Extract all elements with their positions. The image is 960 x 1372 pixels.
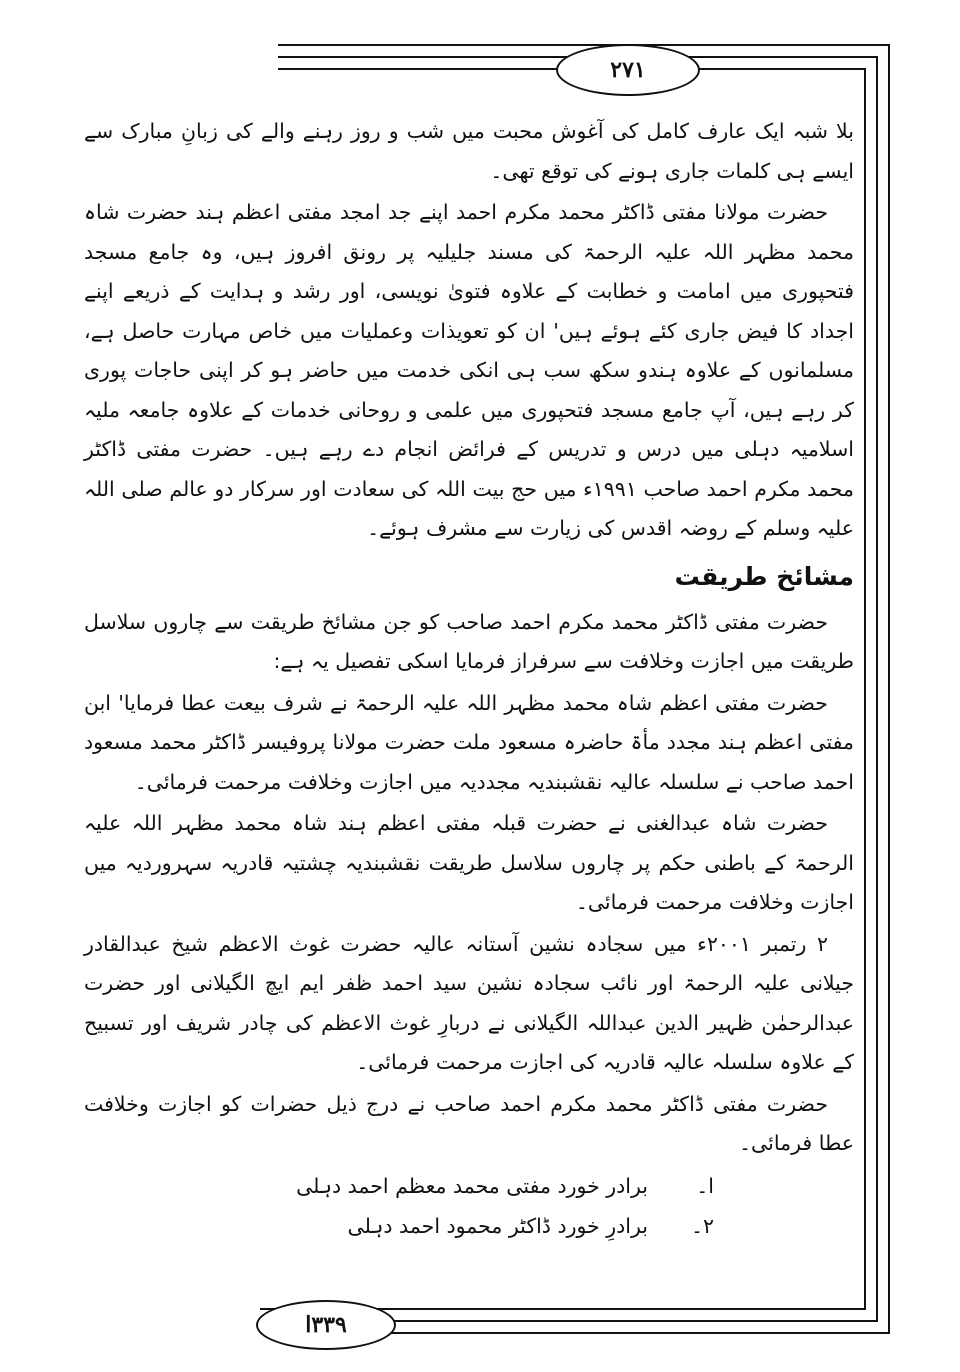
frame-right-line-2 [876, 56, 878, 1322]
paragraph-2: حضرت مولانا مفتی ڈاکٹر محمد مکرم احمد اپنے جد امجد مفتی اعظم ہند حضرت شاہ محمد مظہر اللہ علیہ الرحمۃ کی مسند جلیلیہ پر رونق افروز ہیں، وہ جامع مسجد فتحپوری میں امامت و خطابت کے علاوہ فتویٰ نویسی، اور رشد و ہدایت کے ذریعے اپنے اجداد کا فیض جاری کئے ہوئے ہیں' ان کو تعویذات وعملیات میں خاص مہارت حاصل ہے، مسلمانوں کے علاوہ ہندو سکھ سب ہی انکی خدمت میں حاضر ہو کر اپنی حاجات پوری کر رہے ہیں، آپ جامع مسجد فتحپوری میں علمی و روحانی خدمات کے علاوہ جامعہ ملیہ اسلامیہ دہلی میں درس و تدریس کے فرائض انجام دے رہے ہیں۔ حضرت مفتی ڈاکٹر محمد مکرم احمد صاحب ۱۹۹۱ء میں حج بیت اللہ کی سعادت اور سرکار دو عالم صلی اللہ علیہ وسلم کے روضہ اقدس کی زیارت سے مشرف ہوئے۔ [84, 200, 854, 540]
list-item-number: ۲۔ [690, 1213, 714, 1238]
paragraph-6: ۲ رتمبر ۲۰۰۱ء میں سجادہ نشین آستانہ عالیہ حضرت غوث الاعظم شیخ عبدالقادر جیلانی علیہ الرحمۃ اور نائب سجادہ نشین سید احمد ظفر ایم ایچ الگیلانی اور حضرت عبدالرحمٰن ظہیر الدین عبداللہ الگیلانی نے دربارِ غوث الاعظم کی چادر شریف اور تسبیح کے علاوہ سلسلہ عالیہ قادریہ کی اجازت مرحمت فرمائی۔ [84, 931, 854, 1074]
frame-top-line-1 [278, 44, 890, 46]
section-heading: مشائخ طریقت [674, 561, 854, 591]
list-item-number: ا۔ [696, 1173, 714, 1198]
paragraph-3: حضرت مفتی ڈاکٹر محمد مکرم احمد صاحب کو جن مشائخ طریقت سے چاروں سلاسل طریقت میں اجازت وخلافت سے سرفراز فرمایا اسکی تفصیل یہ ہے: [84, 609, 854, 673]
frame-right-line-3 [864, 68, 866, 1310]
list-item [84, 1206, 724, 1246]
frame-right-line-1 [888, 44, 890, 1334]
list-item-text: برادر خورد مفتی محمد معظم احمد دہلی [296, 1173, 648, 1198]
paragraph-7: حضرت مفتی ڈاکٹر محمد مکرم احمد صاحب نے درج ذیل حضرات کو اجازت وخلافت عطا فرمائی۔ [84, 1091, 854, 1155]
bottom-page-number-text: ۳۳۹ا [305, 1312, 347, 1338]
paragraph-1: بلا شبہ ایک عارف کامل کی آغوش محبت میں شب و روز رہنے والے کی زبانِ مبارک سے ایسے ہی کلمات جاری ہونے کی توقع تھی۔ [84, 119, 854, 183]
paragraph-5: حضرت شاہ عبدالغنی نے حضرت قبلہ مفتی اعظم ہند شاہ محمد مظہر اللہ علیہ الرحمۃ کے باطنی حکم پر چاروں سلاسل طریقت نقشبندیہ چشتیہ قادریہ سہروردیہ میں اجازت وخلافت مرحمت فرمائی۔ [84, 811, 854, 914]
paragraph-4: حضرت مفتی اعظم شاہ محمد مظہر اللہ علیہ الرحمۃ نے شرف بیعت عطا فرمایا' ابن مفتی اعظم ہند مجدد مأۃ حاضرہ مسعود ملت حضرت مولانا پروفیسر ڈاکٹر محمد مسعود احمد صاحب نے سلسلہ عالیہ نقشبندیہ مجددیہ میں اجازت وخلافت مرحمت فرمائی۔ [84, 690, 854, 794]
list-item [84, 1166, 724, 1206]
bottom-page-number [256, 1300, 396, 1350]
top-page-number-text: ۲۷۱ [610, 57, 646, 83]
page-body [84, 112, 854, 1246]
top-page-number [556, 44, 700, 96]
list [84, 1166, 854, 1246]
list-item-text: برادرِ خورد ڈاکٹر محمود احمد دہلی [347, 1213, 648, 1238]
